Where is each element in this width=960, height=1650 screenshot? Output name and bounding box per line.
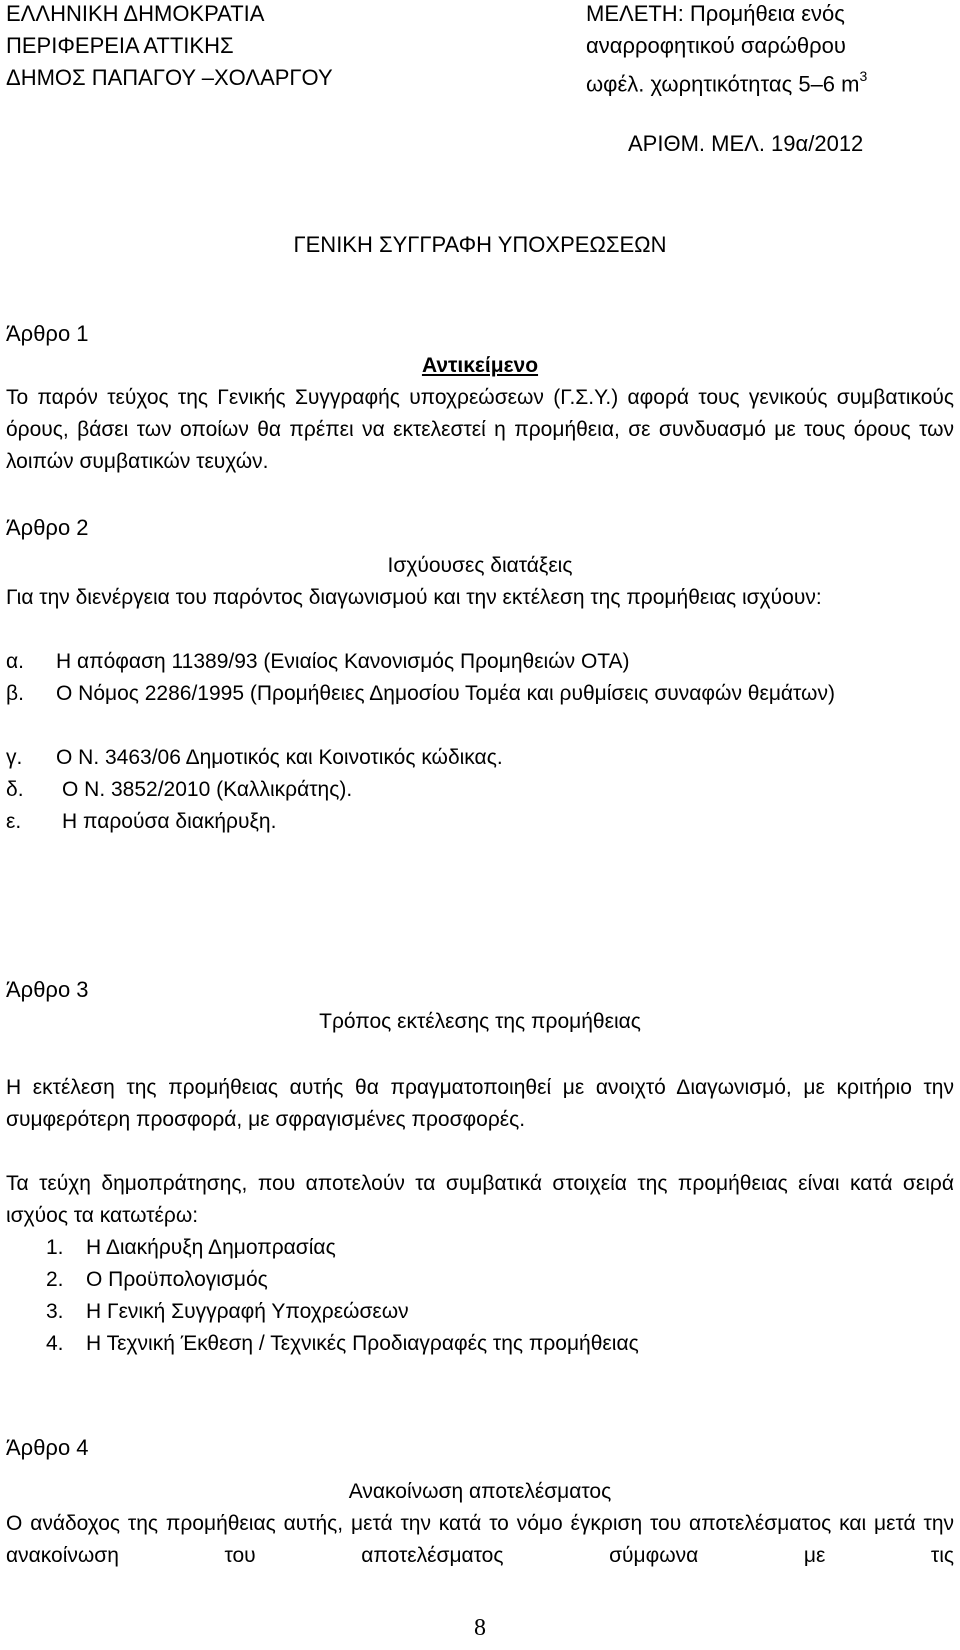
header-study-line3 <box>586 62 867 100</box>
list-item-text: Ο Ν. 3463/06 Δημοτικός και Κοινοτικός κώδικας. <box>56 746 503 769</box>
header-issuer <box>6 0 333 94</box>
header-study-line3-text: ωφέλ. χωρητικότητας 5–6 m <box>586 71 860 97</box>
article2-heading: Ισχύουσες διατάξεις <box>387 554 573 577</box>
article2-intro: Για την διενέργεια του παρόντος διαγωνισμού και την εκτέλεση της προμήθειας ισχύουν: <box>6 586 822 609</box>
list-item <box>6 774 352 806</box>
list-marker: β. <box>6 682 24 705</box>
list-item-text: Ο Ν. 3852/2010 (Καλλικράτης). <box>62 778 353 801</box>
article3-heading: Τρόπος εκτέλεσης της προμήθειας <box>319 1010 641 1033</box>
list-item <box>46 1264 268 1296</box>
list-item-text: Η Τεχνική Έκθεση / Τεχνικές Προδιαγραφές της προμήθειας <box>86 1332 639 1355</box>
header-study-line2: αναρροφητικού σαρώθρου <box>586 33 846 58</box>
list-item-text: Ο Προϋπολογισμός <box>86 1268 268 1291</box>
article3-para1: Η εκτέλεση της προμήθειας αυτής θα πραγματοποιηθεί με ανοιχτό Διαγωνισμό, με κριτήριο την συμφερότερη προσφορά, με σφραγισμένες προσφορές. <box>6 1076 954 1131</box>
article1-heading: Αντικείμενο <box>421 354 539 377</box>
list-item <box>6 806 276 838</box>
cubic-superscript: 3 <box>859 68 868 84</box>
list-marker: 2. <box>46 1268 64 1291</box>
list-marker: 1. <box>46 1236 64 1259</box>
list-item <box>46 1328 639 1360</box>
study-number: ΑΡΙΘΜ. ΜΕΛ. 19α/2012 <box>628 131 864 156</box>
article4-label: Άρθρο 4 <box>6 1435 89 1460</box>
list-marker: ε. <box>6 810 22 833</box>
article4-text: Ο ανάδοχος της προμήθειας αυτής, μετά την κατά το νόμο έγκριση του αποτελέσματος και μετά την ανακοίνωση του αποτελέσματος σύμφωνα με τις <box>6 1512 954 1567</box>
list-item <box>6 646 630 678</box>
document-title: ΓΕΝΙΚΗ ΣΥΓΓΡΑΦΗ ΥΠΟΧΡΕΩΣΕΩΝ <box>293 232 667 257</box>
list-marker: δ. <box>6 778 24 801</box>
list-item-text: Η απόφαση 11389/93 (Ενιαίος Κανονισμός Προμηθειών ΟΤΑ) <box>56 650 630 673</box>
list-item <box>46 1296 409 1328</box>
list-item-text: Ο Νόμος 2286/1995 (Προμήθειες Δημοσίου Τομέα και ρυθμίσεις συναφών θεμάτων) <box>56 682 835 705</box>
header-country: ΕΛΛΗΝΙΚΗ ΔΗΜΟΚΡΑΤΙΑ <box>6 1 265 26</box>
article1-text: Το παρόν τεύχος της Γενικής Συγγραφής υποχρεώσεων (Γ.Σ.Υ.) αφορά τους γενικούς συμβατικούς όρους, βάσει των οποίων θα πρέπει να εκτελεστεί η προμήθεια, σε συνδυασμό με τους όρους των λοιπών συμβατικών τευχών. <box>6 386 954 473</box>
header-municipality: ΔΗΜΟΣ ΠΑΠΑΓΟΥ –ΧΟΛΑΡΓΟΥ <box>6 65 333 90</box>
list-item <box>6 678 954 710</box>
list-item <box>6 742 503 774</box>
header-study <box>586 0 867 100</box>
article4-heading: Ανακοίνωση αποτελέσματος <box>348 1480 612 1503</box>
article3-para2: Τα τεύχη δημοπράτησης, που αποτελούν τα συμβατικά στοιχεία της προμήθειας είναι κατά σειρά ισχύος τα κατωτέρω: <box>6 1172 954 1227</box>
list-marker: α. <box>6 650 24 673</box>
list-item <box>46 1232 336 1264</box>
article1-label: Άρθρο 1 <box>6 321 89 346</box>
list-item-text: Η παρούσα διακήρυξη. <box>62 810 277 833</box>
list-item-text: Η Γενική Συγγραφή Υποχρεώσεων <box>86 1300 409 1323</box>
list-marker: 4. <box>46 1332 64 1355</box>
list-item-text: Η Διακήρυξη Δημοπρασίας <box>86 1236 336 1259</box>
header-study-line1: ΜΕΛΕΤΗ: Προμήθεια ενός <box>586 1 845 26</box>
article3-label: Άρθρο 3 <box>6 977 89 1002</box>
list-marker: 3. <box>46 1300 64 1323</box>
list-marker: γ. <box>6 746 23 769</box>
header-region: ΠΕΡΙΦΕΡΕΙΑ ΑΤΤΙΚΗΣ <box>6 33 234 58</box>
page-number: 8 <box>474 1615 486 1641</box>
article2-label: Άρθρο 2 <box>6 515 89 540</box>
